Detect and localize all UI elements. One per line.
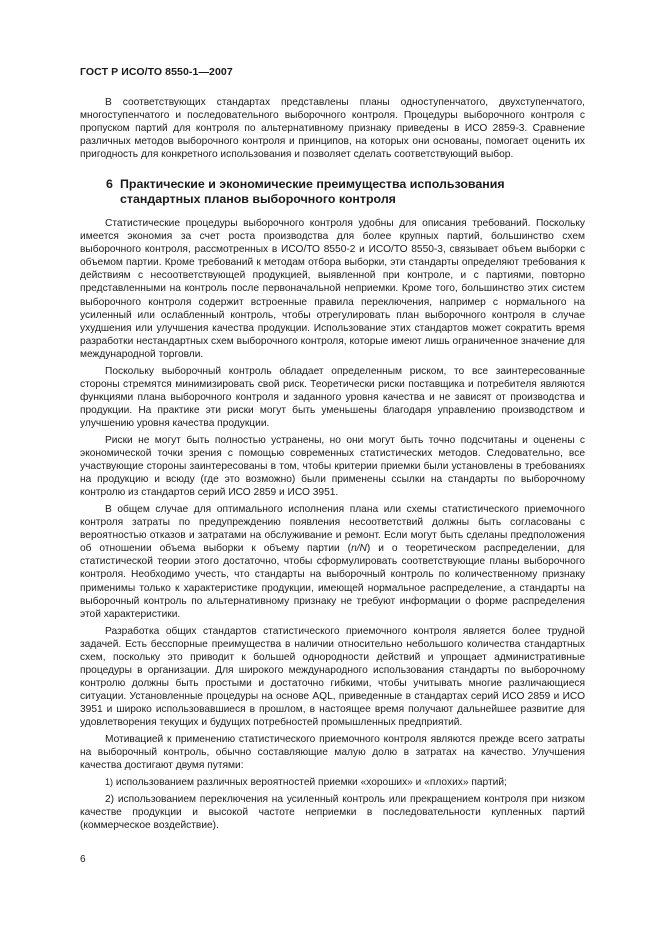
list-marker: 1) [105,777,114,788]
body-paragraph: Статистические процедуры выборочного контроля удобны для описания требований. Поскольку имеется экономия за счет роста производства для более крупных партий, большинство схем выборочного контроля, рассмотренных в ИСО/ТО 8550-2 и ИСО/ТО 8550-3, связывает объем выборки с объемом партии. Кроме требований к методам отбора выборки, эти стандарты определяют требования к действиям с несоответствующей продукцией, выявленной при контроле, и с партиями, повторно представленными на контроль после первоначальной неприемки. Кроме того, большинство этих систем выборочного контроля содержит встроенные правила переключения, например с нормального на усиленный или ослабленный контроль, чтобы отрегулировать план выборочного контроля в случае ухудшения или улучшения качества продукции. Использование этих стандартов может сократить время разработки нестандартных схем выборочного контроля, которые имеют лишь ограниченное значение для международной торговли. [80,218,585,360]
list-item-text: использованием различных вероятностей приемки «хороших» и «плохих» партий; [115,777,507,789]
body-paragraph: Разработка общих стандартов статистического приемочного контроля является более трудной задачей. Есть бесспорные преимущества в наличии относительно небольшого количества стандартных схем, поскольку это приводит к большей однородности действий и упрощает административные процедуры в организации. Для широкого международного использования стандарты по выборочному контролю должны быть простыми и достаточно гибкими, чтобы учитывать многие различающиеся ситуации. Установленные процедуры на основе AQL, приведенные в стандартах серий ИСО 2859 и ИСО 3951 и широко использовавшиеся в прошлом, в настоящее время получают дальнейшее развитие для удовлетворения текущих и будущих потребностей промышленных предприятий. [80,625,585,728]
section-title: Практические и экономические преимущества использования стандартных планов выборочного контроля [120,177,505,207]
page-body [80,96,585,836]
body-paragraph: Мотивацией к применению статистического приемочного контроля являются прежде всего затраты на выборочный контроль, обычно составляющие малую долю в затратах на качество. Улучшения качества достигают двумя путями: [80,734,585,772]
body-paragraph: Риски не могут быть полностью устранены, но они могут быть точно подсчитаны и оценены с экономической точки зрения с помощью современных статистических методов. Следовательно, все участвующие стороны заинтересованы в том, чтобы критерии приемки были установлены в требованиях на продукцию и всюду (где это возможно) были применены ссылки на стандарты по выборочному контролю из стандартов серий ИСО 2859 и ИСО 3951. [80,434,585,499]
document-header: ГОСТ Р ИСО/ТО 8550-1—2007 [80,66,233,78]
section-heading [106,177,585,207]
body-paragraph: Поскольку выборочный контроль обладает определенным риском, то все заинтересованные стороны стремятся минимизировать свой риск. Теоретически риски поставщика и потребителя являются функциями плана выборочного контроля и заданного уровня качества и не зависят от производства и продукции. На практике эти риски могут быть уменьшены благодаря управлению производством и улучшению уровня качества продукции. [80,365,585,429]
intro-paragraph: В соответствующих стандартах представлены планы одноступенчатого, двухступенчатого, многоступенчатого и последовательного выборочного контроля. Процедуры выборочного контроля с пропуском партий для контроля по альтернативному признаку приведены в ИСО 2859-3. Сравнение различных методов выборочного контроля и принципов, на которых они основаны, помогает оценить их пригодность для конкретного использования и позволяет сделать соответствующий выбор. [80,97,585,161]
list-item [80,793,585,832]
list-item-text: использованием переключения на усиленный контроль или прекращением контроля при низком качестве продукции и высокой частоте неприемки в последовательности купленных партий (коммерческое воздействие). [80,794,585,832]
page-number: 6 [80,854,86,865]
list-marker: 2) [105,794,115,806]
ratio-text-before: В общем случае для оптимального исполнения плана или схемы статистического приемочного контроля затраты по предупреждению появления несоответствий должны быть согласованы с вероятностью отказов и затратами на обслуживание и ремонт. Если могут быть сделаны предположения об отношении объема выборки к объему партии ( [80,504,585,555]
ratio-text-after: ) и о теоретическом распределении, для статистической теории этого достаточно, чтобы сформулировать соответствующие планы выборочного контроля. Необходимо учесть, что стандарты на выборочный контроль по количественному признаку применимы только к характеристике продукции, имеющей нормальное распределение, а стандарты на выборочный контроль по альтернативному признаку не требуют информации о форме распределения этой характеристики. [80,543,586,620]
list-item [80,776,585,789]
section-number: 6 [106,177,113,192]
body-paragraph-ratio [80,503,585,620]
ratio-formula: n/N [351,543,367,555]
